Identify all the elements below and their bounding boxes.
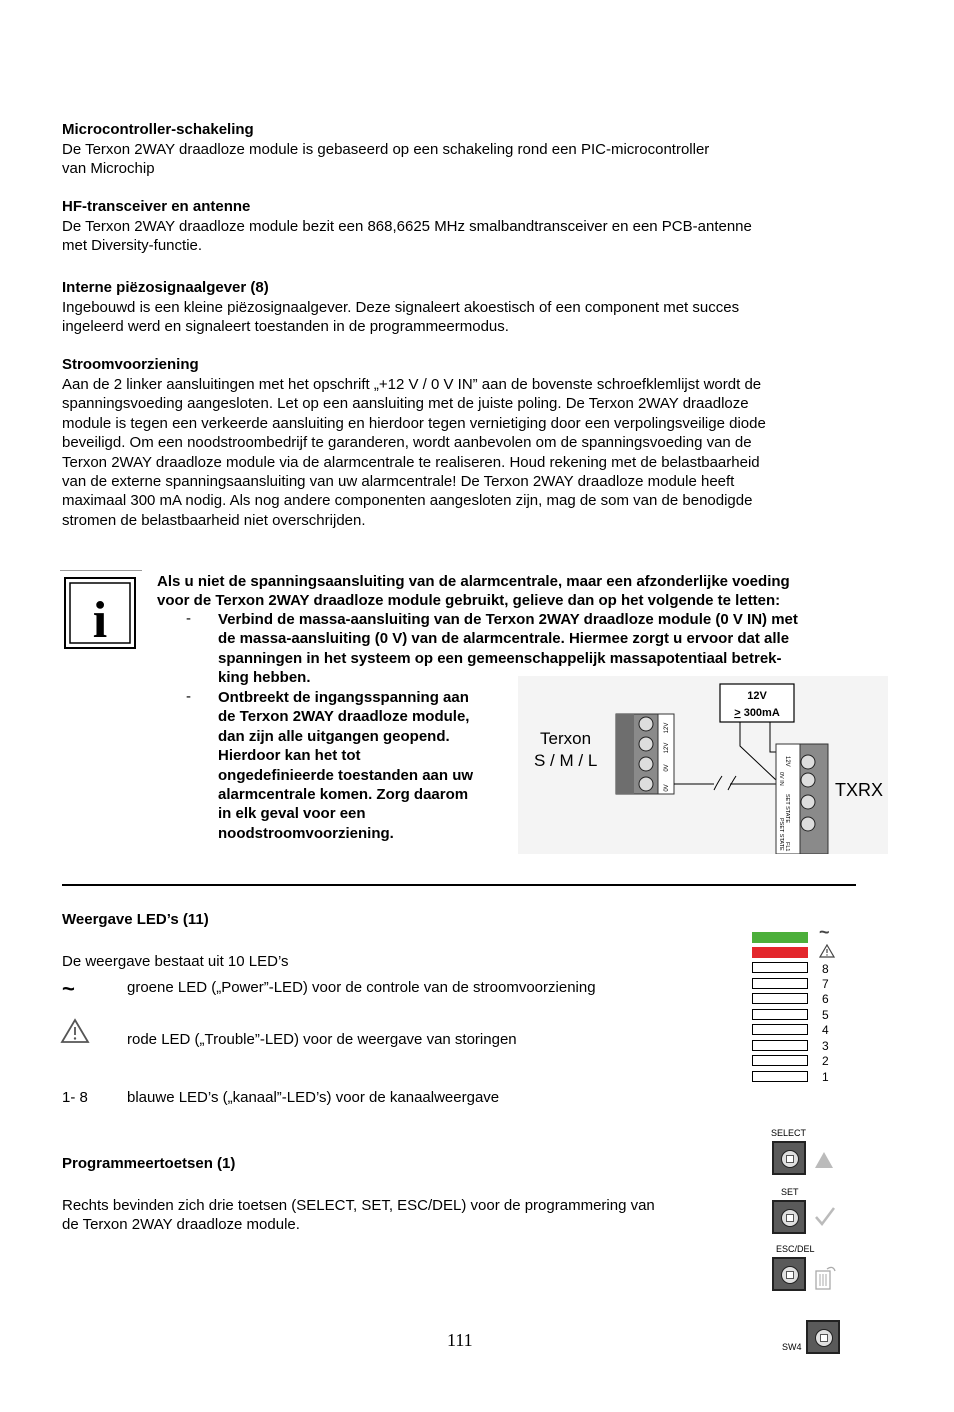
screw-terminal (639, 757, 653, 771)
ge-symbol: > (734, 707, 741, 719)
select-label: SELECT (771, 1128, 807, 1138)
screw-terminal (639, 717, 653, 731)
text-line: beveiligd. Om een noodstroombedrijf te garanderen, wordt aanbevolen om de spanningsvoeding van de (62, 434, 752, 452)
text-line: Verbind de massa-aansluiting van de Terxon 2WAY draadloze module (0 V IN) met (218, 611, 798, 628)
text-line: module is tegen een verkeerde aansluiting en hierdoor tegen vernietiging door een verpolingsveilige diode (62, 414, 766, 432)
select-button[interactable] (772, 1141, 806, 1175)
heading-piezo: Interne piëzosignaalgever (8) (62, 279, 269, 296)
text-line: Hierdoor kan het tot (218, 747, 361, 765)
text-line: Ingebouwd is een kleine piëzosignaalgever. Deze signaleert akoestisch of een component met succes (62, 299, 740, 316)
warning-icon (60, 1018, 90, 1044)
led-number: 5 (822, 1008, 829, 1022)
terxon-label: Terxon (540, 729, 592, 748)
heading-power: Stroomvoorziening (62, 356, 199, 373)
esc-del-label: ESC/DEL (776, 1244, 815, 1254)
text-line: van Microchip (62, 160, 155, 178)
screw-terminal (639, 737, 653, 751)
bullet-marker: - (186, 610, 191, 627)
text-line: Aan de 2 linker aansluitingen met het opschrift „+12 V / 0 V IN” aan de bovenste schroefklemlijst wordt de (62, 376, 762, 393)
supply-label-12v: 12V (747, 690, 767, 702)
led-channel-7 (752, 978, 808, 989)
text-line: ingeleerd werd en signaleert toestanden in de programmeermodus. (62, 318, 509, 336)
terminal-label: PSET STATE (778, 818, 784, 851)
led-channel-1 (752, 1071, 808, 1082)
checkmark-icon (814, 1205, 836, 1227)
text-line: maximaal 300 mA nodig. Als nog andere componenten aangesloten zijn, mag de som van de benodigde (62, 492, 753, 510)
terminal-label: 0V (664, 784, 670, 792)
led-number: 7 (822, 977, 829, 991)
text-line: De Terxon 2WAY draadloze module bezit een 868,6625 MHz smalbandtransceiver en een PCB-antenne (62, 218, 752, 235)
paragraph-microcontroller (62, 140, 709, 179)
heading-hf: HF-transceiver en antenne (62, 198, 251, 215)
terminal-label: 12V (784, 756, 790, 767)
led-number: 4 (822, 1023, 829, 1037)
set-button[interactable] (772, 1200, 806, 1234)
text-line: in elk geval voor een (218, 805, 366, 823)
led-channel-4 (752, 1024, 808, 1035)
power-led-symbol-icon: ~ (819, 922, 830, 942)
text-line: Als u niet de spanningsaansluiting van de alarmcentrale, maar een afzonderlijke voeding (157, 573, 790, 590)
up-arrow-icon (814, 1150, 834, 1170)
text-line: dan zijn alle uitgangen geopend. (218, 727, 450, 745)
channel-led-text: blauwe LED’s („kanaal”-LED’s) voor de kanaalweergave (127, 1089, 500, 1106)
led-channel-5 (752, 1009, 808, 1020)
info-bullet-2 (218, 688, 473, 843)
screw-terminal (801, 773, 815, 787)
led-channel-6 (752, 993, 808, 1004)
trouble-led-warning-icon (819, 944, 835, 958)
terxon-model-label: S / M / L (534, 751, 598, 770)
terminal-label: 0V IN (778, 772, 784, 786)
led-trouble (752, 947, 808, 958)
info-intro (157, 572, 790, 611)
led-number: 1 (822, 1070, 829, 1084)
terminal-label: 12V (664, 742, 670, 754)
text-line: Rechts bevinden zich drie toetsen (SELECT, SET, ESC/DEL) voor de programmering van (62, 1197, 655, 1214)
text-line: De Terxon 2WAY draadloze module is gebaseerd op een schakeling rond een PIC-microcontroller (62, 141, 710, 158)
terminal-label: 0V (664, 764, 670, 772)
terminal-label: 12V (664, 722, 670, 734)
heading-prog: Programmeertoetsen (1) (62, 1155, 236, 1172)
paragraph-prog (62, 1196, 655, 1235)
bullet-marker: - (186, 688, 191, 705)
trouble-led-text: rode LED („Trouble”-LED) voor de weergave van storingen (127, 1031, 517, 1048)
page-number: 111 (447, 1330, 473, 1350)
sw4-label: SW4 (782, 1342, 802, 1352)
set-label: SET (781, 1187, 799, 1197)
channel-led-label: 1- 8 (62, 1089, 88, 1106)
paragraph-piezo (62, 298, 739, 337)
led-channel-2 (752, 1055, 808, 1066)
text-line: met Diversity-functie. (62, 237, 203, 255)
svg-text:i: i (92, 592, 108, 649)
info-icon (64, 577, 136, 649)
text-line: Terxon 2WAY draadloze module via de alarmcentrale te realiseren. Houd rekening met de belastbaarheid (62, 453, 760, 471)
txrx-label: TXRX (835, 780, 884, 800)
screw-terminal (801, 817, 815, 831)
trash-icon (813, 1263, 837, 1291)
paragraph-power (62, 375, 766, 530)
power-symbol-icon: ~ (62, 976, 75, 1001)
sw4-button[interactable] (806, 1320, 840, 1354)
screw-terminal (801, 795, 815, 809)
led-number: 6 (822, 992, 829, 1006)
heading-microcontroller: Microcontroller-schakeling (62, 121, 254, 138)
screw-terminal (639, 777, 653, 791)
wiring-diagram (518, 676, 888, 854)
info-divider (60, 570, 142, 571)
text-line: de massa-aansluiting (0 V) van de alarmcentrale. Hiermee zorgt u ervoor dat alle (218, 630, 790, 648)
led-number: 2 (822, 1054, 829, 1068)
text-line: voor de Terxon 2WAY draadloze module gebruikt, gelieve dan op het volgende te letten: (157, 592, 781, 610)
current-value: 300mA (740, 707, 780, 719)
terminal-label: FL1 (784, 842, 790, 852)
text-line: de Terxon 2WAY draadloze module, (218, 708, 470, 726)
text-line: ongedefinieerde toestanden aan uw (218, 766, 474, 784)
text-line: van de externe spanningsaansluiting van uw alarmcentrale! De Terxon 2WAY draadloze module heeft (62, 473, 735, 491)
text-line: stromen de belastbaarheid niet overschrijden. (62, 511, 366, 529)
paragraph-hf (62, 217, 752, 256)
terminal-shade (616, 714, 634, 794)
terminal-label: SET STATE (784, 794, 790, 824)
led-power (752, 932, 808, 943)
led-channel-8 (752, 962, 808, 973)
text-line: spanningen in het systeem op een gemeenschappelijk massapotentiaal betrek- (218, 649, 782, 667)
screw-terminal (801, 755, 815, 769)
text-line: Ontbreekt de ingangsspanning aan (218, 689, 469, 706)
led-channel-3 (752, 1040, 808, 1051)
text-line: spanningsvoeding aangesloten. Let op een aansluiting met de juiste poling. De Terxon 2WAY draadloze (62, 395, 749, 413)
text-line: alarmcentrale komen. Zorg daarom (218, 786, 469, 804)
section-divider (62, 884, 856, 886)
led-number: 3 (822, 1039, 829, 1053)
leds-intro: De weergave bestaat uit 10 LED’s (62, 953, 289, 970)
text-line: de Terxon 2WAY draadloze module. (62, 1216, 300, 1234)
text-line: noodstroomvoorziening. (218, 824, 394, 842)
heading-leds: Weergave LED’s (11) (62, 911, 209, 928)
esc-del-button[interactable] (772, 1257, 806, 1291)
supply-label-current (734, 707, 780, 719)
text-line: king hebben. (218, 669, 311, 687)
led-number: 8 (822, 962, 829, 976)
power-led-text: groene LED („Power”-LED) voor de controle van de stroomvoorziening (127, 979, 596, 996)
